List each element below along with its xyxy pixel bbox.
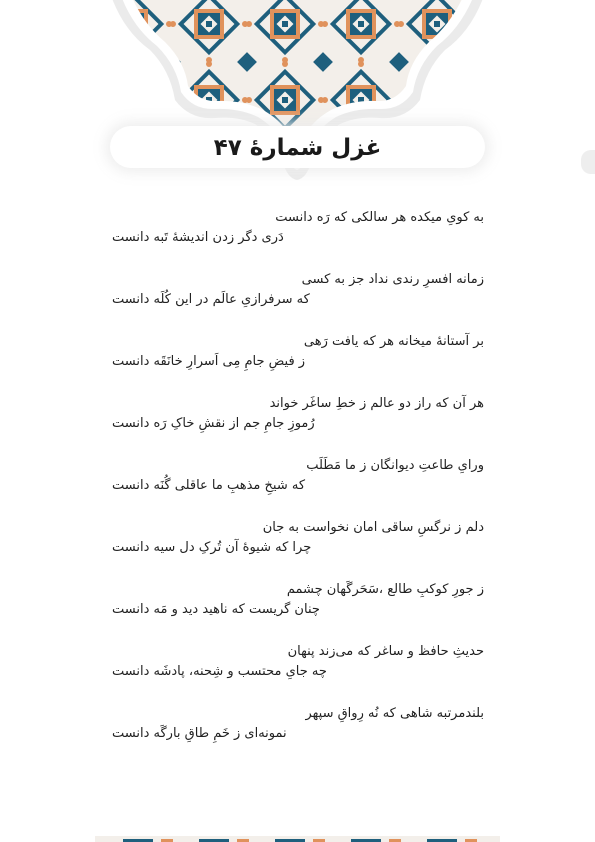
couplet bbox=[112, 270, 484, 332]
couplet-second-line: که شیخِ مذهبِ ما عاقلی گُنَه دانست bbox=[112, 478, 306, 493]
couplet bbox=[112, 208, 484, 270]
couplet-first-line: هر آن که راز دو عالم ز خطِ ساغَر خواند bbox=[269, 396, 484, 411]
couplet-second-line: دَری دگر زدن اندیشهٔ تَبه دانست bbox=[112, 230, 284, 245]
couplet bbox=[112, 456, 484, 518]
couplet bbox=[112, 580, 484, 642]
couplet-second-line: چرا که شیوهٔ آن تُرکِ دل سیه دانست bbox=[112, 540, 312, 555]
couplet-second-line: ز فیضِ جامِ مِی اَسرارِ خانَقَه دانست bbox=[112, 354, 306, 369]
couplet bbox=[112, 642, 484, 704]
couplet-second-line: رُموزِ جامِ جم از نقشِ خاکِ رَه دانست bbox=[112, 416, 315, 431]
couplet-first-line: دلم ز نرگسِ ساقی امان نخواست به جان bbox=[262, 520, 484, 535]
couplet-second-line: نمونه‌ای ز خَمِ طاقِ بارگَه دانست bbox=[112, 726, 287, 741]
couplet-first-line: ورایِ طاعتِ دیوانگان ز ما مَطَلَب bbox=[306, 458, 484, 473]
side-tab bbox=[581, 150, 595, 174]
couplet-first-line: بر آستانهٔ میخانه هر که یافت رَهی bbox=[303, 334, 484, 349]
couplet-first-line: بلندمرتبه شاهی که نُه رِواقِ سپهر bbox=[305, 706, 484, 721]
page-title: غزل شمارهٔ ۴۷ bbox=[213, 135, 382, 161]
couplet bbox=[112, 704, 484, 766]
couplet-second-line: چنان گریست که ناهید دید و مَه دانست bbox=[112, 602, 320, 617]
poem-body bbox=[112, 208, 484, 766]
couplet-first-line: زمانه افسرِ رندی نداد جز به کسی bbox=[301, 272, 484, 287]
couplet-first-line: به کویِ میکده هر سالکی که رَه دانست bbox=[275, 210, 484, 225]
couplet-second-line: چه جایِ محتسب و شِحنه، پادشَه دانست bbox=[112, 664, 327, 679]
couplet bbox=[112, 394, 484, 456]
couplet bbox=[112, 518, 484, 580]
bottom-ornament bbox=[95, 836, 500, 842]
couplet-second-line: که سرفرازیِ عالَم در این کُلَه دانست bbox=[112, 292, 310, 307]
couplet bbox=[112, 332, 484, 394]
couplet-first-line: حدیثِ حافظ و ساغر که می‌زند پنهان bbox=[287, 644, 484, 659]
couplet-first-line: ز جورِ کوکبِ طالع ،سَحَرگَهان چشمم bbox=[286, 582, 484, 597]
